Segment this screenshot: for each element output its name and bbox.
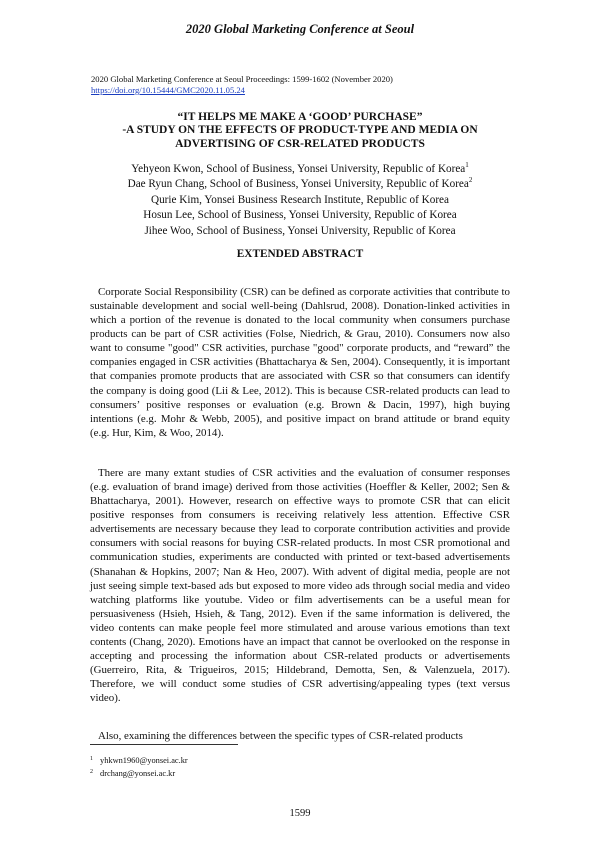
footnote-number: 1 <box>90 756 93 762</box>
author-line <box>0 177 600 192</box>
author-list <box>0 162 600 239</box>
author-affiliation: Dae Ryun Chang, School of Business, Yonsei University, Republic of Korea <box>127 178 469 191</box>
footnote-number: 2 <box>90 768 93 775</box>
section-heading: EXTENDED ABSTRACT <box>236 248 364 260</box>
body-paragraph: There are many extant studies of CSR activities and the evaluation of consumer responses (e.g. evaluation of brand image) derived from those activities (Hoeffler & Keller, 2002; Sen & Bhattacharya, 2001). However, research on effective ways to promote CSR that can elicit positive responses from consumers is receiving relatively less attention. Effective CSR advertisements are necessary because they lead to corporate contribution activities and provide consumers with social reasons for buying CSR-related products. In most CSR promotional and communication studies, experiments are conducted with printed or text-based advertisements (Shanahan & Hopkins, 2007; Nan & Heo, 2007). With advent of digital media, people are not just seeing simple text-based ads but exposed to more video ads through social media and video watching platforms like youtube. Video or film advertisements can be a useful mean for persuasiveness (Hsieh, Hsieh, & Tang, 2012). Even if the same information is delivered, the video contents can make people feel more stimulated and arouse various emotions than text contents (Chang, 2020). Emotions have an impact that cannot be overlooked on the response in accepting and processing the information about CSR-related products or advertisements (Guerreiro, Rita, & Trigueiros, 2015; Hildebrand, Demotta, Sen, & Valenzuela, 2017). Therefore, we will conduct some studies of CSR advertising/appealing types (text versus video). <box>90 466 510 705</box>
body-paragraph: Also, examining the differences between the specific types of CSR-related products <box>98 729 463 742</box>
author-line <box>0 193 600 208</box>
author-affiliation: Jihee Woo, School of Business, Yonsei University, Republic of Korea <box>144 224 456 237</box>
footnote-marker: 2 <box>468 176 473 185</box>
title-line: -A STUDY ON THE EFFECTS OF PRODUCT-TYPE AND MEDIA ON <box>122 124 478 137</box>
page-number: 1599 <box>289 808 311 819</box>
author-line <box>0 162 600 177</box>
footnote <box>90 754 188 767</box>
body-paragraph: Corporate Social Responsibility (CSR) can be defined as corporate activities that contribute to sustainable development and social well-being (Dahlsrud, 2008). Donation-linked activities in which a portion of the revenue is donated to the local community when consumers purchase products can be part of CSR activities (Folse, Niedrich, & Grau, 2010). Consumers now also want to consume "good" CSR activities, purchase "good" corporate products, and “reward” the companies engaged in CSR activities (Bhattacharya & Sen, 2004). Consequently, it is important that companies promote products that are associated with CSR so that consumers can identify the company is doing good (Lii & Lee, 2012). This is because CSR-related products can lead to consumers’ positive responses or evaluation (e.g. Brown & Dacin, 1997), high buying intentions (e.g. Mohr & Webb, 2005), and positive impact on brand attitude or brand equity (e.g. Hur, Kim, & Woo, 2014). <box>90 285 510 439</box>
running-header: 2020 Global Marketing Conference at Seoul <box>185 22 415 36</box>
footnote-divider <box>90 744 238 745</box>
author-line <box>0 224 600 239</box>
footnote-email: drchang@yonsei.ac.kr <box>100 768 176 778</box>
author-affiliation: Yehyeon Kwon, School of Business, Yonsei University, Republic of Korea <box>131 163 466 175</box>
author-affiliation: Qurie Kim, Yonsei Business Research Institute, Republic of Korea <box>151 193 449 206</box>
footnote-marker: 1 <box>465 161 469 169</box>
footnote-email: yhkwn1960@yonsei.ac.kr <box>100 756 188 765</box>
author-affiliation: Hosun Lee, School of Business, Yonsei University, Republic of Korea <box>143 209 457 222</box>
author-line <box>0 208 600 223</box>
title-line: “IT HELPS ME MAKE A ‘GOOD’ PURCHASE” <box>177 111 423 123</box>
title-line: ADVERTISING OF CSR-RELATED PRODUCTS <box>175 137 425 150</box>
proceedings-citation: 2020 Global Marketing Conference at Seoul Proceedings: 1599-1602 (November 2020) <box>91 74 393 84</box>
footnotes <box>90 754 188 779</box>
paper-title <box>0 111 600 151</box>
doi-link[interactable]: https://doi.org/10.15444/GMC2020.11.05.24 <box>91 85 245 95</box>
footnote <box>90 767 188 780</box>
proceedings-info <box>91 74 393 96</box>
